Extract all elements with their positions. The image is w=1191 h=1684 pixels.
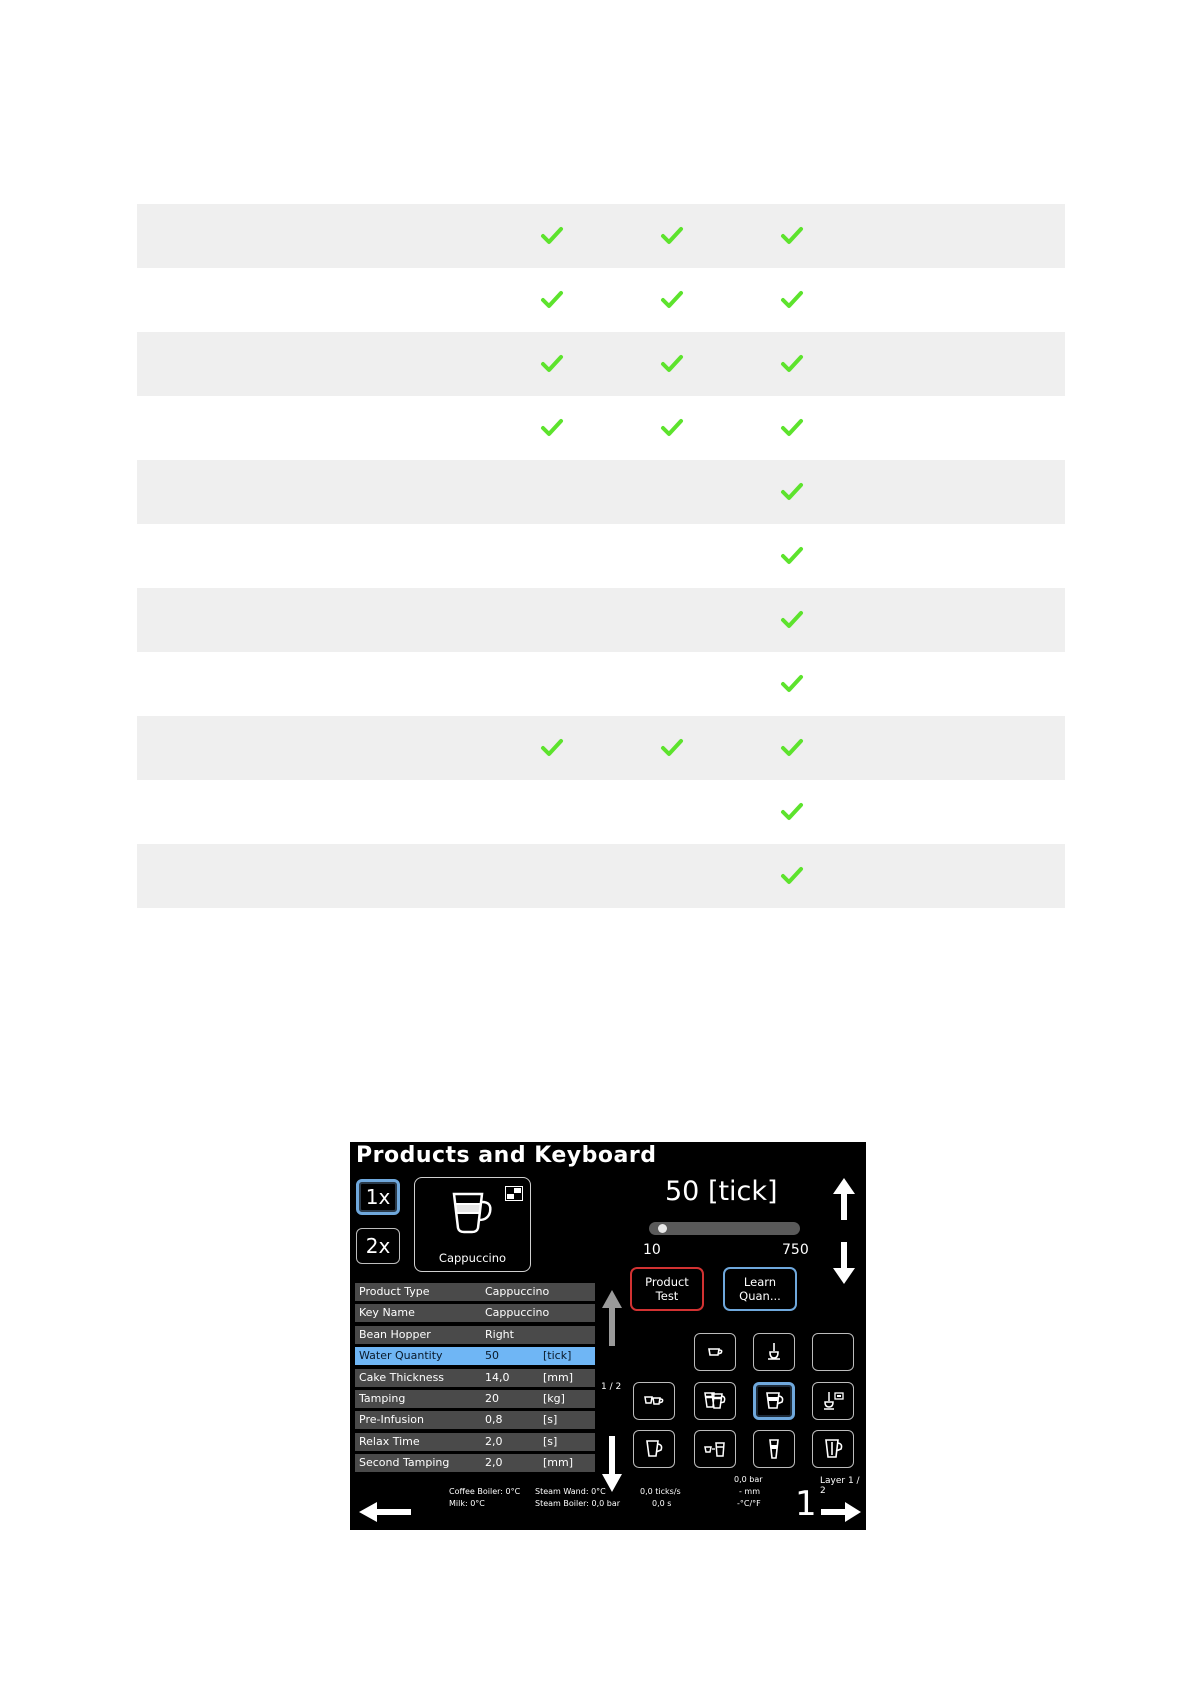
param-unit: [s]: [543, 1434, 558, 1448]
checkmark-icon: [780, 800, 804, 824]
param-name: Pre-Infusion: [359, 1413, 425, 1427]
temp-unit-status: -°C/°F: [737, 1499, 761, 1508]
checkmark-icon: [540, 736, 564, 760]
param-unit: [tick]: [543, 1349, 572, 1363]
param-row[interactable]: [355, 1433, 595, 1451]
param-name: Water Quantity: [359, 1349, 443, 1363]
param-unit: [mm]: [543, 1456, 574, 1470]
key-double-espresso[interactable]: [633, 1382, 675, 1420]
large-cup-icon: [821, 1437, 845, 1461]
page-indicator: 1 / 2: [601, 1382, 622, 1392]
learn-quantity-button[interactable]: [723, 1267, 797, 1311]
espresso-cup-icon: [703, 1340, 727, 1364]
key-espresso-macchiato[interactable]: [694, 1430, 736, 1468]
steam-wand-status: Steam Wand: 0°C: [535, 1487, 606, 1496]
product-name: Cappuccino: [438, 1251, 507, 1265]
coffee-boiler-status: Coffee Boiler: 0°C: [449, 1487, 521, 1496]
checkmark-icon: [780, 672, 804, 696]
param-row[interactable]: [355, 1326, 595, 1344]
checkmark-icon: [540, 416, 564, 440]
layer-badge-icon: [505, 1186, 523, 1201]
matrix-row: [137, 716, 1065, 780]
matrix-row: [137, 268, 1065, 332]
matrix-row: [137, 524, 1065, 588]
back-arrow-icon[interactable]: [357, 1500, 413, 1524]
checkmark-icon: [780, 864, 804, 888]
param-value: 2,0: [485, 1434, 503, 1448]
checkmark-icon: [660, 224, 684, 248]
value-up-arrow-icon[interactable]: [831, 1176, 857, 1222]
learn-label-2: Quan...: [739, 1289, 781, 1303]
value-display: 50 [tick]: [665, 1176, 778, 1207]
param-value: Cappuccino: [485, 1285, 550, 1298]
screen-title: Products and Keyboard: [356, 1143, 657, 1168]
param-value: 50: [485, 1349, 499, 1363]
param-row[interactable]: [355, 1304, 595, 1322]
key-empty[interactable]: [812, 1333, 854, 1371]
list-down-arrow-icon[interactable]: [600, 1434, 624, 1494]
checkmark-icon: [780, 224, 804, 248]
param-value: 0,8: [485, 1413, 503, 1427]
feature-matrix: [137, 204, 1065, 908]
hot-water-icon: [762, 1340, 786, 1364]
matrix-row: [137, 332, 1065, 396]
param-value: 14,0: [485, 1370, 510, 1384]
parameter-list: [355, 1283, 595, 1476]
matrix-row: [137, 396, 1065, 460]
param-unit: [mm]: [543, 1370, 574, 1384]
param-value: 2,0: [485, 1456, 503, 1470]
matrix-row: [137, 652, 1065, 716]
checkmark-icon: [780, 416, 804, 440]
checkmark-icon: [780, 544, 804, 568]
quantity-2x-button[interactable]: 2x: [356, 1228, 400, 1264]
param-row[interactable]: [355, 1369, 595, 1387]
layer-label: Layer 1 / 2: [820, 1476, 860, 1496]
steam-wand-icon: [821, 1389, 845, 1413]
key-latte-macchiato[interactable]: [753, 1430, 795, 1468]
checkmark-icon: [540, 288, 564, 312]
slider-max-label: 750: [782, 1242, 809, 1258]
layer-number: 1: [795, 1484, 817, 1524]
quantity-slider[interactable]: [649, 1222, 800, 1235]
tall-glass-icon: [762, 1437, 786, 1461]
product-tile[interactable]: [414, 1177, 531, 1272]
checkmark-icon: [780, 288, 804, 312]
matrix-row: [137, 204, 1065, 268]
checkmark-icon: [780, 736, 804, 760]
param-unit: [kg]: [543, 1391, 565, 1405]
device-screen: [350, 1142, 866, 1530]
time-status: 0,0 s: [652, 1499, 672, 1508]
slider-knob[interactable]: [658, 1224, 667, 1233]
param-row[interactable]: [355, 1390, 595, 1408]
param-name: Second Tamping: [359, 1456, 450, 1470]
param-value: Cappuccino: [485, 1306, 550, 1320]
pressure-status: 0,0 bar: [734, 1475, 763, 1484]
matrix-row: [137, 844, 1065, 908]
param-row[interactable]: [355, 1411, 595, 1429]
matrix-row: [137, 460, 1065, 524]
param-name: Cake Thickness: [359, 1370, 445, 1384]
checkmark-icon: [660, 416, 684, 440]
param-name: Product Type: [359, 1285, 430, 1298]
list-up-arrow-icon[interactable]: [600, 1288, 624, 1348]
key-coffee[interactable]: [633, 1430, 675, 1468]
steam-boiler-status: Steam Boiler: 0,0 bar: [535, 1499, 621, 1508]
param-unit: [s]: [543, 1413, 558, 1427]
checkmark-icon: [660, 352, 684, 376]
checkmark-icon: [660, 288, 684, 312]
double-espresso-icon: [642, 1389, 666, 1413]
coffee-cup-icon: [642, 1437, 666, 1461]
cappuccino-cup-icon: [762, 1389, 786, 1413]
product-test-label-2: Test: [655, 1289, 679, 1303]
checkmark-icon: [540, 224, 564, 248]
param-value: Right: [485, 1327, 514, 1341]
checkmark-icon: [660, 736, 684, 760]
checkmark-icon: [780, 352, 804, 376]
checkmark-icon: [540, 352, 564, 376]
milk-status: Milk: 0°C: [449, 1499, 485, 1508]
slider-min-label: 10: [643, 1242, 661, 1258]
product-test-label-1: Product: [645, 1275, 689, 1289]
key-hot-water[interactable]: [753, 1333, 795, 1371]
param-row[interactable]: [355, 1283, 595, 1301]
param-name: Bean Hopper: [359, 1327, 431, 1341]
key-large-coffee[interactable]: [812, 1430, 854, 1468]
cappuccino-cup-icon: [448, 1188, 498, 1238]
key-steam[interactable]: [812, 1382, 854, 1420]
ticks-rate-status: 0,0 ticks/s: [640, 1487, 681, 1496]
key-double-cappuccino[interactable]: [694, 1382, 736, 1420]
matrix-row: [137, 588, 1065, 652]
matrix-row: [137, 780, 1065, 844]
value-down-arrow-icon[interactable]: [831, 1240, 857, 1286]
quantity-1x-button[interactable]: 1x: [356, 1179, 400, 1215]
param-name: Tamping: [359, 1391, 406, 1405]
learn-label-1: Learn: [743, 1275, 777, 1289]
forward-arrow-icon[interactable]: [819, 1500, 863, 1524]
checkmark-icon: [780, 608, 804, 632]
mm-status: - mm: [739, 1487, 761, 1496]
param-name: Relax Time: [359, 1434, 420, 1448]
key-espresso-small[interactable]: [694, 1333, 736, 1371]
key-cappuccino[interactable]: [753, 1382, 795, 1420]
param-row[interactable]: [355, 1454, 595, 1472]
param-value: 20: [485, 1391, 499, 1405]
param-name: Key Name: [359, 1306, 415, 1320]
cup-and-jug-icon: [703, 1437, 727, 1461]
checkmark-icon: [780, 480, 804, 504]
double-cup-icon: [703, 1389, 727, 1413]
product-test-button[interactable]: [630, 1267, 704, 1311]
param-row[interactable]: [355, 1347, 595, 1365]
